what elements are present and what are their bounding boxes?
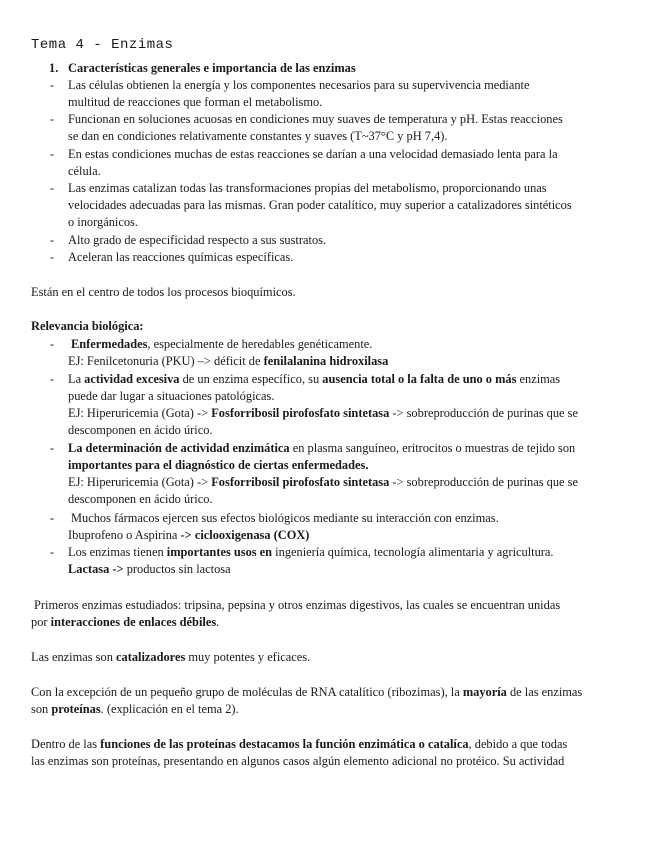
paragraph-centro: Están en el centro de todos los procesos bioquímicos. [31, 285, 296, 299]
text-line: Aceleran las reacciones químicas específicas. [68, 250, 294, 264]
text-line: Enfermedades, especialmente de heredables genéticamente. [71, 337, 373, 351]
text-line: Lactasa -> productos sin lactosa [68, 562, 231, 576]
text-line: importantes para el diagnóstico de ciertas enfermedades. [68, 458, 369, 472]
text-line: puede dar lugar a situaciones patológicas. [68, 389, 275, 403]
paragraph-primeros: Primeros enzimas estudiados: tripsina, pepsina y otros enzimas digestivos, las cuales se encuentran unidas [34, 598, 561, 612]
text-line: Las enzimas catalizan todas las transformaciones propias del metabolismo, proporcionando unas [68, 181, 547, 195]
bullet: - [50, 181, 55, 195]
bullet: - [50, 441, 55, 455]
text-line: se dan en condiciones relativamente constantes y suaves (T~37°C y pH 7,4). [68, 129, 448, 143]
text-line: La actividad excesiva de un enzima específico, su ausencia total o la falta de uno o más enzimas [68, 372, 561, 386]
bullet: - [50, 511, 55, 525]
text-line: Muchos fármacos ejercen sus efectos biológicos mediante su interacción con enzimas. [71, 511, 499, 525]
text-line: La determinación de actividad enzimática en plasma sanguíneo, eritrocitos o muestras de tejido son [68, 441, 576, 455]
paragraph-catalizadores: Las enzimas son catalizadores muy potentes y eficaces. [31, 650, 311, 664]
text-line: EJ: Fenilcetonuria (PKU) –> déficit de fenilalanina hidroxilasa [68, 354, 389, 368]
text-line: célula. [68, 164, 101, 178]
text-line: Ibuprofeno o Aspirina -> ciclooxigenasa (COX) [68, 528, 310, 542]
section-heading: Características generales e importancia de las enzimas [68, 61, 356, 75]
paragraph-funciones: Dentro de las funciones de las proteínas destacamos la función enzimática o catalíca, debido a que todas [31, 737, 568, 751]
text-line: En estas condiciones muchas de estas reacciones se darían a una velocidad demasiado lenta para la [68, 147, 558, 161]
text-line: son proteínas. (explicación en el tema 2). [31, 702, 239, 716]
text-line: EJ: Hiperuricemia (Gota) -> Fosforribosil pirofosfato sintetasa -> sobreproducción de purinas que se [68, 406, 578, 420]
text-line: Funcionan en soluciones acuosas en condiciones muy suaves de temperatura y pH. Estas reacciones [68, 112, 563, 126]
page-title: Tema 4 - Enzimas [31, 37, 174, 53]
text-line: EJ: Hiperuricemia (Gota) -> Fosforribosil pirofosfato sintetasa -> sobreproducción de purinas que se [68, 475, 578, 489]
text-line: las enzimas son proteínas, presentando en algunos casos algún elemento adicional no protéico. Su actividad [31, 754, 565, 768]
text-line: por interacciones de enlaces débiles. [31, 615, 220, 629]
text-line: Los enzimas tienen importantes usos en ingeniería química, tecnología alimentaria y agricultura. [68, 545, 554, 559]
text-line: o inorgánicos. [68, 215, 138, 229]
bullet: - [50, 147, 55, 161]
bullet: - [50, 233, 55, 247]
bullet: - [50, 372, 55, 386]
bullet: - [50, 545, 55, 559]
text-line: Alto grado de especificidad respecto a sus sustratos. [68, 233, 327, 247]
relevancia-heading: Relevancia biológica: [31, 319, 144, 333]
text-line: velocidades adecuadas para las mismas. Gran poder catalítico, muy superior a catalizadores sintéticos [68, 198, 572, 212]
bullet: - [50, 250, 55, 264]
bullet: - [50, 337, 55, 351]
paragraph-excepcion: Con la excepción de un pequeño grupo de moléculas de RNA catalítico (ribozimas), la mayoría de las enzimas [31, 685, 583, 699]
text-line: multitud de reacciones que forman el metabolismo. [68, 95, 323, 109]
text-line: descomponen en ácido úrico. [68, 492, 213, 506]
text-line: descomponen en ácido úrico. [68, 423, 213, 437]
bullet: - [50, 78, 55, 92]
text-line: Las células obtienen la energía y los componentes necesarios para su supervivencia mediante [68, 78, 530, 92]
section-number: 1. [49, 61, 59, 75]
bullet: - [50, 112, 55, 126]
